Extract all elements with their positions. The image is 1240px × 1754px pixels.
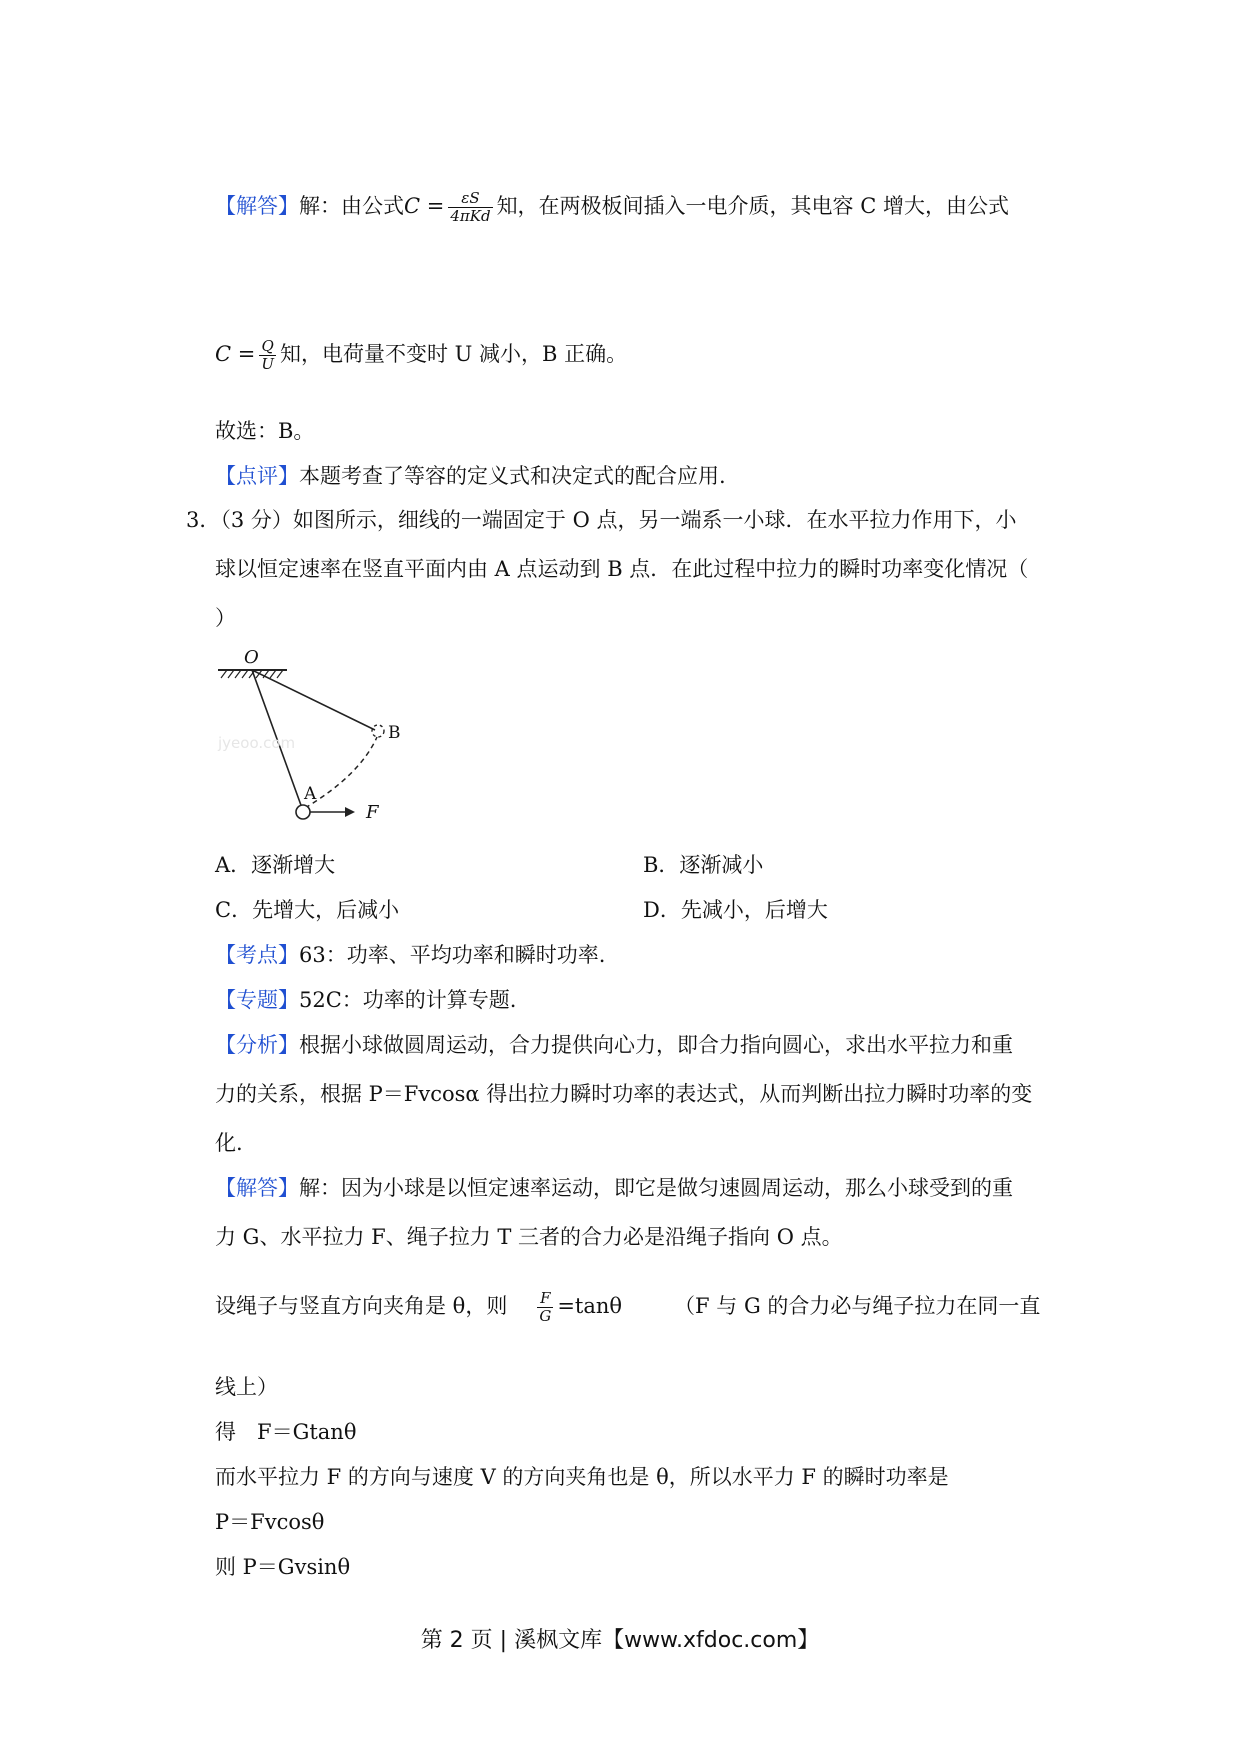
option-d: D．先减小，后增大: [643, 898, 828, 922]
formula-numerator: εS: [461, 189, 480, 207]
formula-denominator: G: [539, 1307, 552, 1325]
kaodian-tag: 【考点】: [215, 943, 299, 967]
formula-denominator: 4πKd: [450, 207, 491, 225]
jieda-line-6: 而水平拉力 F 的方向与速度 V 的方向夹角也是 θ，所以水平力 F 的瞬时功率是: [215, 1465, 949, 1489]
watermark: jyeoo.com: [218, 734, 296, 752]
fenxi-tag: 【分析】: [215, 1033, 299, 1057]
capacitance-formula: [448, 190, 492, 225]
jieda-tag: 【解答】: [215, 1176, 299, 1200]
jieda-text-1: 解：因为小球是以恒定速率运动，即它是做匀速圆周运动，那么小球受到的重: [299, 1176, 1013, 1200]
comment-text: 本题考查了等容的定义式和决定式的配合应用.: [299, 464, 726, 488]
jieda-line-4: 线上）: [215, 1375, 278, 1399]
zhuanti-text: 52C：功率的计算专题.: [299, 988, 517, 1012]
fenxi-line-1: [215, 1030, 1013, 1060]
solution-tail: 知，在两极板间插入一电介质，其电容 C 增大，由公式: [496, 194, 1009, 218]
zhuanti-line: [215, 985, 516, 1015]
capacitance-def-formula: [259, 338, 276, 373]
label-f: F: [366, 802, 379, 823]
kaodian-text: 63：功率、平均功率和瞬时功率.: [299, 943, 606, 967]
pendulum-diagram: [215, 645, 435, 830]
question-line-2: 球以恒定速率在竖直平面内由 A 点运动到 B 点．在此过程中拉力的瞬时功率变化情况（: [215, 557, 1029, 581]
label-b: B: [388, 723, 401, 743]
page-footer: 第 2 页 | 溪枫文库【www.xfdoc.com】: [420, 1628, 820, 1653]
option-a: A．逐渐增大: [215, 853, 336, 877]
solution-tag: 【解答】: [215, 194, 299, 218]
fenxi-text-1: 根据小球做圆周运动，合力提供向心力，即合力指向圆心，求出水平拉力和重: [299, 1033, 1013, 1057]
jieda-line3-tail: （F 与 G 的合力必与绳子拉力在同一直: [674, 1294, 1041, 1318]
zhuanti-tag: 【专题】: [215, 988, 299, 1012]
kaodian-line: [215, 940, 605, 970]
comment-tag: 【点评】: [215, 464, 299, 488]
solution-tail-2: 知，电荷量不变时 U 减小，B 正确。: [280, 342, 628, 366]
jieda-line3-lead: 设绳子与竖直方向夹角是 θ，则: [215, 1294, 508, 1318]
jieda-line-5: 得 F＝Gtanθ: [215, 1420, 357, 1444]
label-o: O: [244, 647, 259, 668]
fenxi-line-2: 力的关系，根据 P＝Fvcosα 得出拉力瞬时功率的表达式，从而判断出拉力瞬时功率的变: [215, 1082, 1033, 1106]
formula-numerator: Q: [261, 337, 274, 355]
force-ratio-formula: [537, 1290, 553, 1325]
jieda-line-2: 力 G、水平拉力 F、绳子拉力 T 三者的合力必是沿绳子指向 O 点。: [215, 1225, 843, 1249]
capacitance-lhs-2: C =: [215, 342, 256, 366]
capacitance-lhs: C =: [404, 194, 445, 218]
comment-line: [215, 461, 726, 491]
jieda-line-8: 则 P＝Gvsinθ: [215, 1555, 351, 1579]
jieda-line-1: [215, 1173, 1013, 1203]
fenxi-line-3: 化.: [215, 1131, 243, 1155]
formula-denominator: U: [261, 355, 274, 373]
question-line-3: ）: [215, 606, 236, 630]
ball-a: [296, 805, 310, 819]
force-arrowhead: [345, 807, 355, 817]
ball-b: [372, 725, 384, 737]
option-c: C．先增大，后减小: [215, 898, 400, 922]
option-b: B．逐渐减小: [643, 853, 764, 877]
jieda-line3-eq: =tanθ: [557, 1294, 623, 1318]
formula-numerator: F: [540, 1289, 551, 1307]
jieda-line-3: [215, 1290, 1040, 1325]
answer-choice: 故选：B。: [215, 419, 315, 443]
solution-lead: 解：由公式: [299, 194, 404, 218]
label-a: A: [304, 784, 317, 804]
solution-line-2: [215, 338, 627, 373]
jieda-line-7: P＝Fvcosθ: [215, 1510, 325, 1534]
question-line-1: 3．（3 分）如图所示，细线的一端固定于 O 点，另一端系一小球．在水平拉力作用下，小: [186, 508, 1017, 532]
solution-line-1: [215, 190, 1009, 225]
